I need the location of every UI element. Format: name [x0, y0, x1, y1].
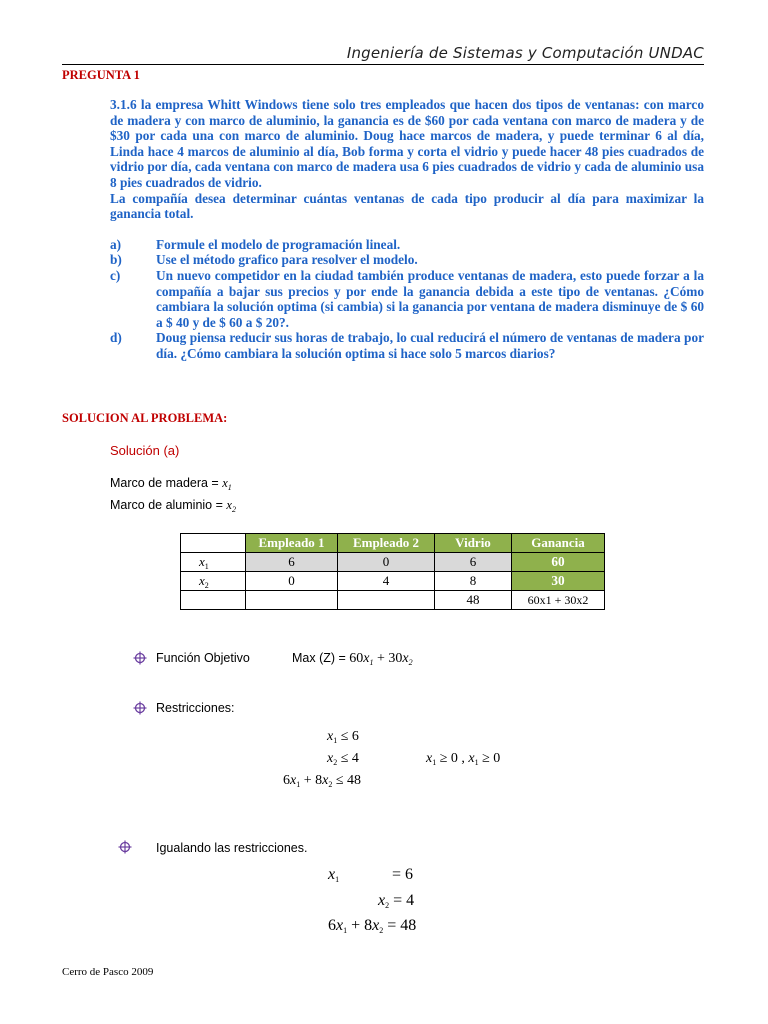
option-b [110, 252, 704, 268]
table-cell-objective: 60x1 + 30x2 [512, 591, 605, 610]
equalities-label: Igualando las restricciones. [156, 841, 308, 855]
restriction-3: $6x_1 + 8x_2 \le 48$ [283, 773, 362, 789]
solucion-heading: SOLUCION AL PROBLEMA: [62, 411, 228, 425]
objective-expression: Max $(Z) = 60x_1 + 30x_2$ [292, 651, 413, 667]
table-cell [246, 591, 338, 610]
page-footer: Cerro de Pasco 2009 [62, 966, 154, 978]
var-madera-label: Marco de madera = [110, 476, 223, 490]
page-header-title: Ingeniería de Sistemas y Computación UNDAC [346, 44, 704, 62]
table-row [181, 572, 605, 591]
option-c-label: c) [110, 267, 121, 283]
equality-1-rhs: = 6 [392, 866, 414, 883]
option-b-text: Use el método grafico para resolver el modelo. [156, 252, 418, 268]
table-cell-profit: 30 [512, 572, 605, 591]
header-vidrio: Vidrio [435, 534, 512, 553]
table-cell-total: 48 [435, 591, 512, 610]
table-cell: 8 [435, 572, 512, 591]
table-cell: 0 [246, 572, 338, 591]
table-cell: 0 [338, 553, 435, 572]
table-cell-profit: 60 [512, 553, 605, 572]
option-d-text: Doug piensa reducir sus horas de trabajo, lo cual reducirá el número de ventanas de madera por día. ¿Cómo cambiara la solución optima si hace solo 5 marcos diarios? [156, 330, 704, 361]
header-empleado-1: Empleado 1 [246, 534, 338, 553]
header-empleado-2: Empleado 2 [338, 534, 435, 553]
table-header-row [181, 534, 605, 553]
equality-2: $x_2 = 4$ [378, 892, 415, 910]
restriction-2: $x_2 \le 4$ [327, 751, 359, 767]
table-row [181, 553, 605, 572]
solucion-a-subheading: Solución (a) [110, 443, 180, 458]
option-a-label: a) [110, 236, 122, 252]
option-b-label: b) [110, 252, 122, 268]
problem-text: 3.1.6 la empresa Whitt Windows tiene solo tres empleados que hacen dos tipos de ventanas: con marco de madera y con marco de aluminio, la ganancia es de $60 por cada ventana con marco de madera y de $30 por cada una con marco de aluminio. Doug hace marcos de madera, y puede terminar 6 al día, Linda hace 4 marcos de aluminio al día, Bob forma y corta el vidrio y puede hacer 48 pies cuadrados de vidrio por día, cada ventana con marco de madera usa 6 pies cuadrados de vidrio y cada de aluminio usa 8 pies cuadrados de vidrio. [110, 97, 704, 190]
row-var-x2: $x_2$ [181, 572, 246, 591]
var-aluminio-label: Marco de aluminio = [110, 498, 227, 512]
var-madera [110, 476, 232, 492]
objective-max: Max (Z) = [292, 651, 350, 665]
equality-3: $6x_1 + 8x_2 = 48$ [328, 917, 417, 935]
equality-1-var: $x_1$ [328, 866, 340, 884]
problem-text-2: La compañía desea determinar cuántas ventanas de cada tipo producir al día para maximizar la ganancia total. [110, 190, 704, 222]
var-x1: x [222, 476, 228, 490]
non-negativity: $x_1 \ge 0$ , $x_1 \ge 0$ [426, 751, 501, 767]
table-corner-cell [181, 534, 246, 553]
var-x1-sub: 1 [227, 483, 232, 492]
option-d [110, 330, 704, 361]
crosshair-bullet-icon [133, 651, 147, 665]
table-cell [338, 591, 435, 610]
option-c-text: Un nuevo competidor en la ciudad también produce ventanas de madera, esto puede forzar a la compañía a bajar sus precios y por ende la ganancia debida a este tipo de ventanas. ¿Cómo cambiara la solución optima (si cambia) si la ganancia por ventana de madera disminuye de $ 60 a $ 40 y de $ 60 a $ 20?. [156, 267, 704, 330]
table-cell [181, 591, 246, 610]
table-cell: 6 [246, 553, 338, 572]
var-aluminio [110, 498, 236, 514]
crosshair-bullet-icon [133, 701, 147, 715]
var-x2-sub: 2 [231, 505, 236, 514]
option-c [110, 268, 704, 330]
table-cell: 6 [435, 553, 512, 572]
row-var-x1: $x_1$ [181, 553, 246, 572]
objective-label: Función Objetivo [156, 651, 250, 665]
table-cell: 4 [338, 572, 435, 591]
header-divider [62, 64, 704, 65]
option-a [110, 237, 704, 253]
var-x2: x [226, 498, 232, 512]
problem-statement [110, 97, 704, 362]
header-ganancia: Ganancia [512, 534, 605, 553]
option-a-text: Formule el modelo de programación lineal. [156, 236, 401, 252]
data-table [180, 533, 605, 610]
restrictions-label: Restricciones: [156, 701, 235, 715]
pregunta-heading: PREGUNTA 1 [62, 68, 140, 82]
option-d-label: d) [110, 330, 122, 346]
restriction-1: $x_1 \le 6$ [327, 729, 359, 745]
crosshair-bullet-icon [118, 840, 132, 854]
table-row [181, 591, 605, 610]
